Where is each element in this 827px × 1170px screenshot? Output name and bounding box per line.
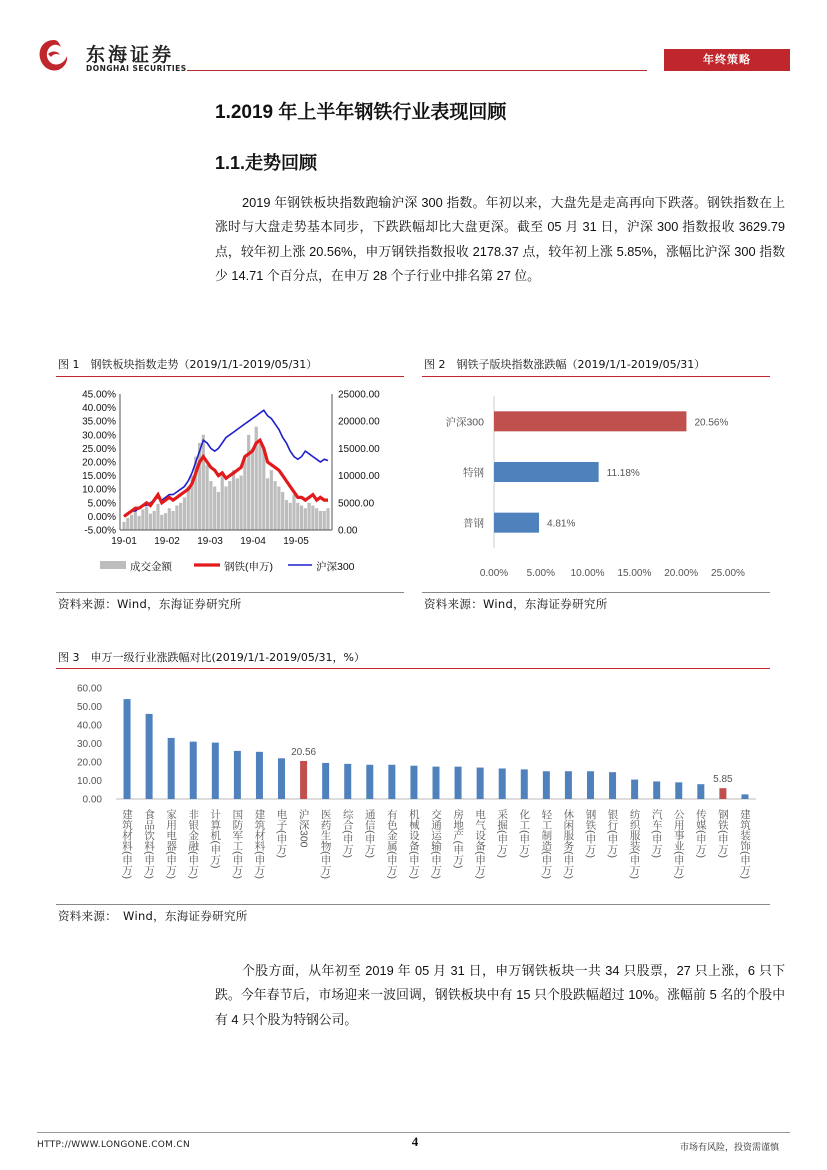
industry-bar <box>697 784 704 799</box>
industry-bar <box>719 788 726 799</box>
category-label: 房地产(申万) <box>452 809 465 869</box>
y-axis-tick: 30.00 <box>76 739 102 750</box>
volume-bar <box>315 508 318 530</box>
industry-bar <box>410 766 417 799</box>
bar-value-label: 11.18% <box>606 468 640 479</box>
industry-bar <box>146 714 153 799</box>
category-label: 采掘(申万) <box>496 809 509 858</box>
industry-bar <box>278 758 285 799</box>
volume-bar <box>304 508 307 530</box>
category-label: 交通运输(申万) <box>430 809 442 879</box>
volume-bar <box>141 509 144 530</box>
y-axis-tick: 10.00 <box>76 776 102 787</box>
volume-bar <box>224 486 227 530</box>
industry-bar <box>741 794 748 799</box>
industry-bar <box>521 769 528 799</box>
volume-bar <box>232 470 235 530</box>
right-axis-tick: 5000.00 <box>338 498 375 510</box>
x-axis-tick: 19-04 <box>240 536 266 547</box>
volume-bar <box>134 510 137 530</box>
volume-bar <box>168 508 171 530</box>
industry-bar <box>234 751 241 799</box>
category-label: 普钢 <box>463 517 484 530</box>
y-axis-tick: 60.00 <box>76 683 102 695</box>
volume-bar <box>319 511 322 530</box>
industry-bar <box>587 771 594 799</box>
figure-1-bottom-rule <box>56 592 404 593</box>
brand-name: 东海证券 <box>86 44 175 66</box>
figure-2-bottom-rule <box>422 592 770 593</box>
category-label: 休闲服务(申万) <box>562 809 575 879</box>
left-axis-tick: 20.00% <box>82 457 116 469</box>
category-label: 建筑装饰(申万) <box>738 809 751 879</box>
volume-bar <box>251 448 254 530</box>
volume-bar <box>209 481 212 530</box>
volume-bar <box>164 513 167 530</box>
category-label: 非银金融(申万) <box>187 809 200 879</box>
industry-bar <box>477 768 484 799</box>
x-axis-tick: 20.00% <box>664 568 699 579</box>
volume-bar <box>236 478 239 530</box>
left-axis-tick: -5.00% <box>84 525 116 537</box>
volume-bar <box>311 506 314 530</box>
figure-2-source: 资料来源：Wind，东海证券研究所 <box>424 597 608 611</box>
category-label: 建筑材料(申万) <box>121 809 134 879</box>
category-label: 有色金属(申万) <box>385 809 398 879</box>
category-label: 电气设备(申万) <box>474 809 487 879</box>
right-axis-tick: 15000.00 <box>338 443 380 455</box>
x-axis-tick: 10.00% <box>570 568 605 579</box>
category-label: 沪深300 <box>445 416 484 429</box>
category-label: 家用电器(申万) <box>165 809 178 879</box>
category-label: 纺织服装(申万) <box>628 809 641 879</box>
industry-bar <box>212 743 219 799</box>
industry-bar <box>124 699 131 799</box>
industry-bar <box>675 782 682 799</box>
category-label: 综合(申万) <box>341 809 354 858</box>
volume-bar <box>285 500 288 530</box>
category-label: 传媒(申万) <box>694 809 707 858</box>
volume-bar <box>243 459 246 530</box>
category-label: 公用事业(申万) <box>672 809 685 879</box>
industry-comparison-chart <box>56 672 770 902</box>
figure-2-title: 图 2 钢铁子版块指数涨跌幅（2019/1/1-2019/05/31） <box>424 358 706 371</box>
industry-bar <box>168 738 175 799</box>
industry-bar <box>631 780 638 799</box>
volume-bar <box>183 497 186 530</box>
x-axis-tick: 19-02 <box>154 536 180 547</box>
volume-bar <box>323 511 326 530</box>
legend-swatch-volume <box>100 561 126 569</box>
figure-3-source: 资料来源： Wind，东海证券研究所 <box>58 909 248 923</box>
category-label: 建筑材料(申万) <box>253 809 266 879</box>
industry-bar <box>190 742 197 799</box>
category-label: 食品饮料(申万) <box>143 809 156 879</box>
industry-bar <box>609 772 616 799</box>
stock-paragraph: 个股方面，从年初至 2019 年 05 月 31 日，申万钢铁板块一共 34 只股票，27 只上涨，6 只下跌。今年春节后，市场迎来一波回调，钢铁板块中有 15 只个股跌幅超过 10%。涨幅前 5 名的个股中有 4 只个股为特钢公司。 <box>215 963 785 1027</box>
category-label: 特钢 <box>463 467 484 479</box>
volume-bar <box>289 503 292 530</box>
category-label: 化工(申万) <box>518 809 531 858</box>
risk-disclaimer: 市场有风险，投资需谨慎 <box>680 1143 780 1153</box>
industry-bar <box>344 764 351 799</box>
volume-bar <box>153 511 156 530</box>
left-axis-tick: 30.00% <box>82 430 116 442</box>
left-axis-tick: 25.00% <box>82 443 116 455</box>
category-label: 银行(申万) <box>606 809 619 858</box>
right-axis-tick: 25000.00 <box>338 389 380 401</box>
volume-bar <box>213 486 216 530</box>
y-axis-tick: 40.00 <box>76 720 102 732</box>
intro-paragraph: 2019 年钢铁板块指数跑输沪深 300 指数。年初以来，大盘先是走高再向下跌落。钢铁指数在上涨时与大盘走势基本同步，下跌跌幅却比大盘更深。截至 05 月 31 日，沪深 300 指数报收 3629.79 点，较年初上涨 20.56%，申万钢铁指数报收 2178.37 点，较年初上涨 5.85%，涨幅比沪深 300 指数少 14.71 个百分点，在申万 28 个子行业中排名第 27 位。 <box>215 195 785 283</box>
steel-subsector-chart <box>422 380 772 590</box>
left-axis-tick: 15.00% <box>82 471 116 483</box>
x-axis-tick: 25.00% <box>711 568 745 579</box>
bar-data-label: 5.85 <box>713 774 733 786</box>
volume-bar <box>206 465 209 530</box>
volume-bar <box>179 503 182 530</box>
subsector-bar <box>494 411 686 431</box>
y-axis-tick: 20.00 <box>76 757 102 769</box>
volume-bar <box>156 504 159 530</box>
volume-bar <box>258 443 261 530</box>
figure-3-top-rule <box>56 668 770 669</box>
industry-bar <box>256 752 263 799</box>
volume-bar <box>308 503 311 530</box>
x-axis-tick: 19-01 <box>111 536 137 547</box>
volume-bar <box>277 486 280 530</box>
category-label: 通信(申万) <box>363 809 376 858</box>
volume-bar <box>217 492 220 530</box>
footer-url[interactable]: HTTP://WWW.LONGONE.COM.CN <box>37 1140 191 1150</box>
volume-bar <box>126 518 129 530</box>
industry-bar <box>565 771 572 799</box>
volume-bar <box>172 511 175 530</box>
y-axis-tick: 50.00 <box>76 702 102 713</box>
category-label: 医药生物(申万) <box>319 809 332 879</box>
category-label: 计算机(申万) <box>209 809 222 869</box>
volume-bar <box>326 508 329 530</box>
category-label: 汽车(申万) <box>650 809 663 858</box>
volume-bar <box>300 506 303 530</box>
section-heading: 1.2019 年上半年钢铁行业表现回顾 <box>215 102 507 123</box>
category-label: 沪深300 <box>297 809 310 848</box>
category-label: 钢铁(申万) <box>716 809 729 858</box>
x-axis-tick: 5.00% <box>526 568 555 579</box>
header-rule <box>187 70 647 71</box>
page-number: 4 <box>411 1134 419 1149</box>
steel-index-trend-chart <box>56 380 406 590</box>
donghai-logo <box>34 36 74 76</box>
volume-bar <box>292 495 295 530</box>
volume-bar <box>281 492 284 530</box>
figure-2-top-rule <box>422 376 770 377</box>
volume-bar <box>122 522 125 530</box>
figure-1-title: 图 1 钢铁板块指数走势（2019/1/1-2019/05/31） <box>58 358 318 371</box>
category-label: 机械设备(申万) <box>407 809 420 879</box>
bar-value-label: 20.56% <box>694 417 729 429</box>
bar-data-label: 20.56 <box>291 746 317 758</box>
left-axis-tick: 45.00% <box>82 389 116 401</box>
bar-value-label: 4.81% <box>547 518 576 530</box>
legend-label-volume: 成交金额 <box>130 561 172 573</box>
x-axis-tick: 15.00% <box>617 568 652 579</box>
figure-3-bottom-rule <box>56 904 770 905</box>
volume-bar <box>262 448 265 530</box>
left-axis-tick: 10.00% <box>82 484 116 496</box>
industry-bar <box>322 763 329 799</box>
category-label: 钢铁(申万) <box>584 809 597 858</box>
volume-bar <box>149 514 152 530</box>
left-axis-tick: 5.00% <box>87 498 116 510</box>
industry-bar <box>653 781 660 799</box>
right-axis-tick: 20000.00 <box>338 416 380 428</box>
volume-bar <box>228 481 231 530</box>
legend-label-hs300: 沪深300 <box>316 561 355 573</box>
y-axis-tick: 0.00 <box>82 794 102 806</box>
x-axis-tick: 0.00% <box>479 568 509 579</box>
category-label: 国防军工(申万) <box>231 809 244 879</box>
industry-bar <box>433 767 440 799</box>
left-axis-tick: 0.00% <box>87 511 116 523</box>
industry-bar <box>300 761 307 799</box>
left-axis-tick: 35.00% <box>82 416 116 428</box>
figure-1-top-rule <box>56 376 404 377</box>
industry-bar <box>499 768 506 799</box>
subsector-bar <box>494 462 599 482</box>
right-axis-tick: 10000.00 <box>338 471 380 483</box>
right-axis-tick: 0.00 <box>338 525 358 537</box>
subsection-heading: 1.1.走势回顾 <box>215 153 318 173</box>
legend-label-steel: 钢铁(申万) <box>224 561 273 573</box>
volume-bar <box>266 478 269 530</box>
industry-bar <box>543 771 550 799</box>
volume-bar <box>274 481 277 530</box>
volume-bar <box>221 476 224 530</box>
volume-bar <box>130 515 133 530</box>
figure-3-title: 图 3 申万一级行业涨跌幅对比(2019/1/1-2019/05/31，%） <box>58 651 366 664</box>
left-axis-tick: 40.00% <box>82 403 116 415</box>
figure-1-source: 资料来源：Wind，东海证券研究所 <box>58 597 242 611</box>
volume-bar <box>202 435 205 530</box>
brand-name-en: DONGHAI SECURITIES <box>86 64 187 73</box>
industry-bar <box>455 767 462 799</box>
footer-rule <box>37 1132 790 1133</box>
industry-bar <box>366 765 373 799</box>
x-axis-tick: 19-05 <box>283 536 309 547</box>
volume-bar <box>138 516 141 530</box>
subsector-bar <box>494 513 539 533</box>
category-label: 轻工制造(申万) <box>540 809 553 879</box>
volume-bar <box>160 515 163 530</box>
x-axis-tick: 19-03 <box>197 536 223 547</box>
volume-bar <box>240 476 243 530</box>
category-label: 电子(申万) <box>275 809 288 858</box>
volume-bar <box>270 470 273 530</box>
volume-bar <box>296 503 299 530</box>
volume-bar <box>247 435 250 530</box>
report-type-tag: 年终策略 <box>664 49 790 71</box>
industry-bar <box>388 765 395 799</box>
volume-bar <box>145 507 148 530</box>
volume-bar <box>187 486 190 530</box>
volume-bar <box>175 506 178 530</box>
